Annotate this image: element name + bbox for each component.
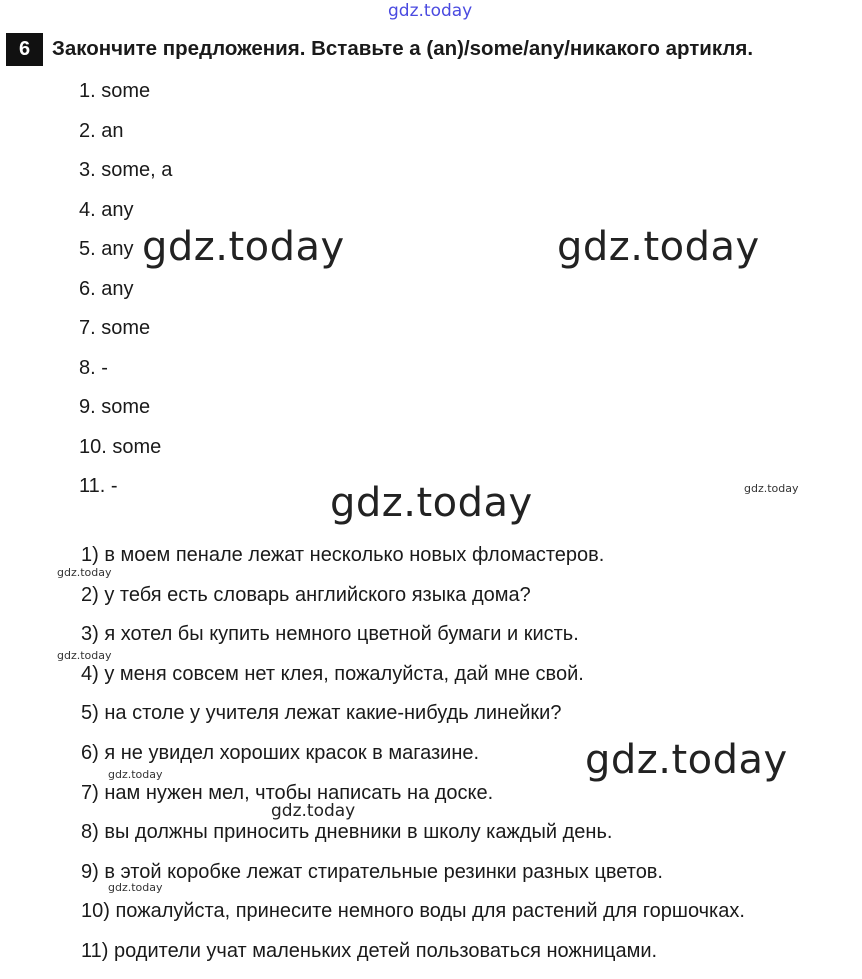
answer-item: 7. some bbox=[79, 317, 151, 339]
answer-item: 11. - bbox=[79, 475, 118, 497]
answer-item: 4. any bbox=[79, 198, 134, 221]
translation-item: 6) я не увидел хороших красок в магазине. bbox=[81, 741, 480, 764]
answer-item: 6. any bbox=[79, 277, 134, 300]
task-number-badge: 6 bbox=[6, 33, 43, 66]
watermark-small: gdz.today bbox=[108, 768, 163, 781]
watermark-large: gdz.today bbox=[330, 480, 533, 526]
watermark-small: gdz.today bbox=[108, 881, 163, 894]
answer-item: 1. some bbox=[79, 80, 151, 102]
watermark-medium: gdz.today bbox=[271, 801, 356, 821]
translation-item: 8) вы должны приносить дневники в школу каждый день. bbox=[81, 821, 613, 844]
watermark-large: gdz.today bbox=[142, 224, 345, 270]
translation-item: 3) я хотел бы купить немного цветной бумаги и кисть. bbox=[81, 623, 579, 646]
translation-item: 2) у тебя есть словарь английского языка дома? bbox=[81, 583, 531, 606]
task-title: Закончите предложения. Вставьте a (an)/some/any/никакого артикля. bbox=[52, 37, 754, 60]
answer-item: 3. some, a bbox=[79, 159, 173, 181]
translation-item: 10) пожалуйста, принесите немного воды для растений для горшочках. bbox=[81, 900, 745, 923]
translation-item: 11) родители учат маленьких детей пользоваться ножницами. bbox=[81, 939, 658, 962]
translation-item: 7) нам нужен мел, чтобы написать на доске. bbox=[81, 781, 494, 804]
translation-item: 9) в этой коробке лежат стирательные резинки разных цветов. bbox=[81, 860, 663, 883]
translation-item: 4) у меня совсем нет клея, пожалуйста, дай мне свой. bbox=[81, 662, 584, 685]
watermark-top: gdz.today bbox=[388, 1, 473, 21]
watermark-small: gdz.today bbox=[57, 649, 112, 662]
answer-item: 5. any bbox=[79, 238, 134, 260]
answer-item: 2. an bbox=[79, 119, 124, 142]
watermark-large: gdz.today bbox=[557, 224, 760, 270]
watermark-small: gdz.today bbox=[57, 566, 112, 579]
translation-item: 1) в моем пенале лежат несколько новых фломастеров. bbox=[81, 544, 605, 566]
answer-item: 10. some bbox=[79, 435, 162, 458]
answer-item: 8. - bbox=[79, 356, 108, 379]
watermark-large: gdz.today bbox=[585, 737, 788, 783]
watermark-small: gdz.today bbox=[744, 482, 799, 495]
answers-list bbox=[79, 78, 172, 513]
answer-item: 9. some bbox=[79, 396, 151, 418]
translation-item: 5) на столе у учителя лежат какие-нибудь линейки? bbox=[81, 702, 562, 725]
